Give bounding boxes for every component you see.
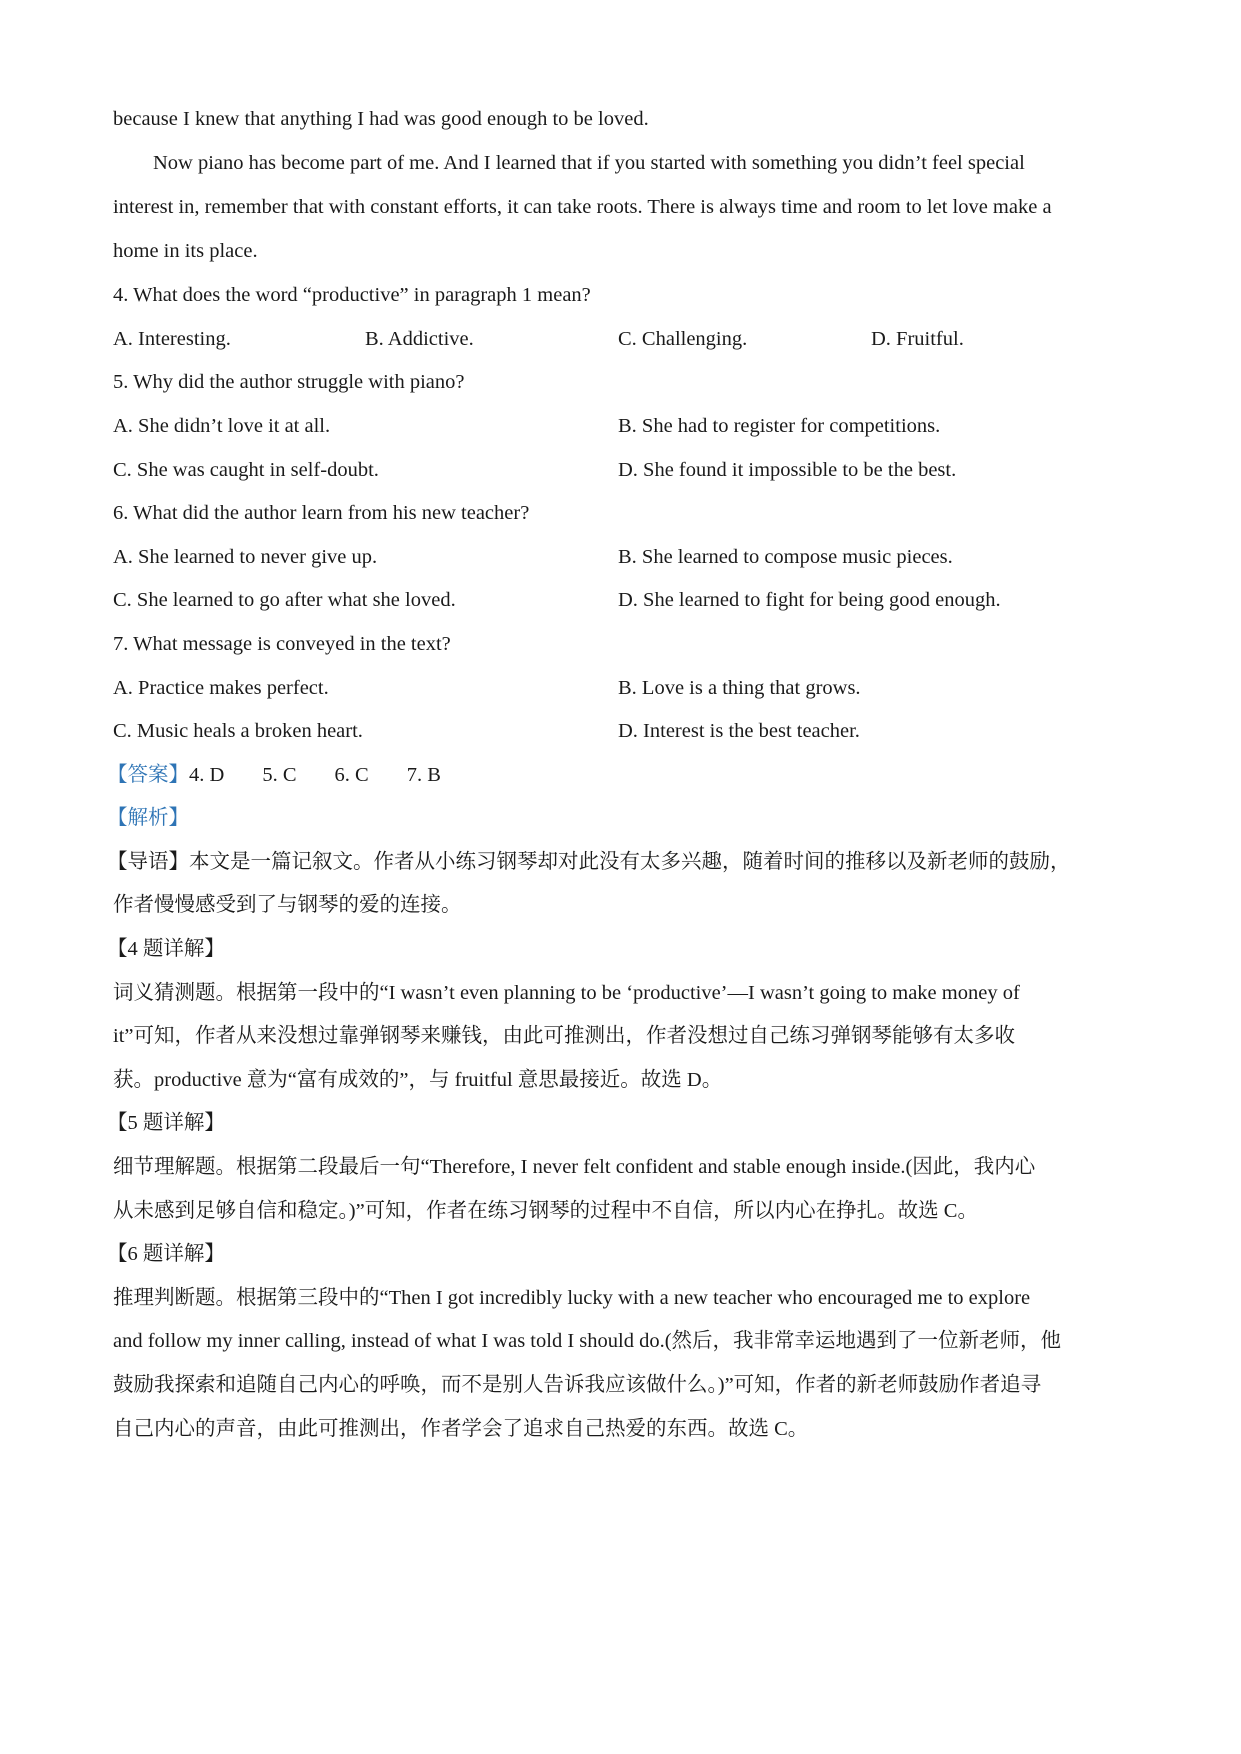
answer-label: 【答案】 xyxy=(107,764,189,786)
question-4-stem: 4. What does the word “productive” in paragraph 1 mean? xyxy=(113,284,591,306)
answer-item: 4. D xyxy=(189,764,225,786)
question-6-option-a: A. She learned to never give up. xyxy=(113,546,378,568)
analysis-intro-line: 作者慢慢感受到了与钢琴的爱的连接。 xyxy=(113,894,462,916)
question-7-option-d: D. Interest is the best teacher. xyxy=(618,720,860,742)
answer-item: 5. C xyxy=(262,764,297,786)
answer-item: 6. C xyxy=(334,764,369,786)
question-6-option-b: B. She learned to compose music pieces. xyxy=(618,546,953,568)
passage-line: Now piano has become part of me. And I learned that if you started with something you didn’t feel special xyxy=(153,152,1025,174)
q4-detail-line: it”可知，作者从来没想过靠弹钢琴来赚钱，由此可推测出，作者没想过自己练习弹钢琴能够有太多收 xyxy=(113,1025,1015,1047)
question-5-stem: 5. Why did the author struggle with piano? xyxy=(113,371,465,393)
question-5-option-a: A. She didn’t love it at all. xyxy=(113,415,331,437)
q5-detail-label: 【5 题详解】 xyxy=(107,1112,225,1134)
passage-line: because I knew that anything I had was good enough to be loved. xyxy=(113,108,649,130)
question-5-option-c: C. She was caught in self-doubt. xyxy=(113,459,379,481)
passage-line: home in its place. xyxy=(113,240,258,262)
q6-detail-line: 自己内心的声音，由此可推测出，作者学会了追求自己热爱的东西。故选 C。 xyxy=(113,1418,809,1440)
analysis-intro-line: 【导语】本文是一篇记叙文。作者从小练习钢琴却对此没有太多兴趣，随着时间的推移以及新老师的鼓励， xyxy=(107,851,1071,873)
question-4-option-a: A. Interesting. xyxy=(113,328,231,350)
question-7-option-c: C. Music heals a broken heart. xyxy=(113,720,363,742)
question-4-option-d: D. Fruitful. xyxy=(871,328,964,350)
question-5-option-b: B. She had to register for competitions. xyxy=(618,415,941,437)
q6-detail-line: 推理判断题。根据第三段中的“Then I got incredibly lucky with a new teacher who encouraged me to explore xyxy=(113,1287,1031,1309)
question-7-option-b: B. Love is a thing that grows. xyxy=(618,677,861,699)
passage-line: interest in, remember that with constant efforts, it can take roots. There is always time and room to let love make a xyxy=(113,196,1052,218)
q4-detail-line: 获。productive 意为“富有成效的”，与 fruitful 意思最接近。故选 D。 xyxy=(113,1069,723,1091)
q6-detail-line: and follow my inner calling, instead of what I was told I should do.(然后，我非常幸运地遇到了一位新老师，他 xyxy=(113,1330,1062,1352)
question-6-option-d: D. She learned to fight for being good enough. xyxy=(618,589,1001,611)
answer-line xyxy=(107,761,479,789)
question-4-option-c: C. Challenging. xyxy=(618,328,748,350)
q6-detail-line: 鼓励我探索和追随自己内心的呼唤，而不是别人告诉我应该做什么。)”可知，作者的新老师鼓励作者追寻 xyxy=(113,1374,1042,1396)
q4-detail-label: 【4 题详解】 xyxy=(107,938,225,960)
q5-detail-line: 从未感到足够自信和稳定。)”可知，作者在练习钢琴的过程中不自信，所以内心在挣扎。故选 C。 xyxy=(113,1200,978,1222)
question-4-option-b: B. Addictive. xyxy=(365,328,474,350)
q4-detail-line: 词义猜测题。根据第一段中的“I wasn’t even planning to be ‘productive’—I wasn’t going to make money of xyxy=(113,982,1020,1004)
answer-item: 7. B xyxy=(406,764,441,786)
analysis-label: 【解析】 xyxy=(107,807,189,829)
question-7-stem: 7. What message is conveyed in the text? xyxy=(113,633,451,655)
question-6-stem: 6. What did the author learn from his new teacher? xyxy=(113,502,530,524)
q6-detail-label: 【6 题详解】 xyxy=(107,1243,225,1265)
question-7-option-a: A. Practice makes perfect. xyxy=(113,677,329,699)
q5-detail-line: 细节理解题。根据第二段最后一句“Therefore, I never felt confident and stable enough inside.(因此，我内心 xyxy=(113,1156,1036,1178)
question-6-option-c: C. She learned to go after what she loved. xyxy=(113,589,456,611)
question-5-option-d: D. She found it impossible to be the best. xyxy=(618,459,957,481)
